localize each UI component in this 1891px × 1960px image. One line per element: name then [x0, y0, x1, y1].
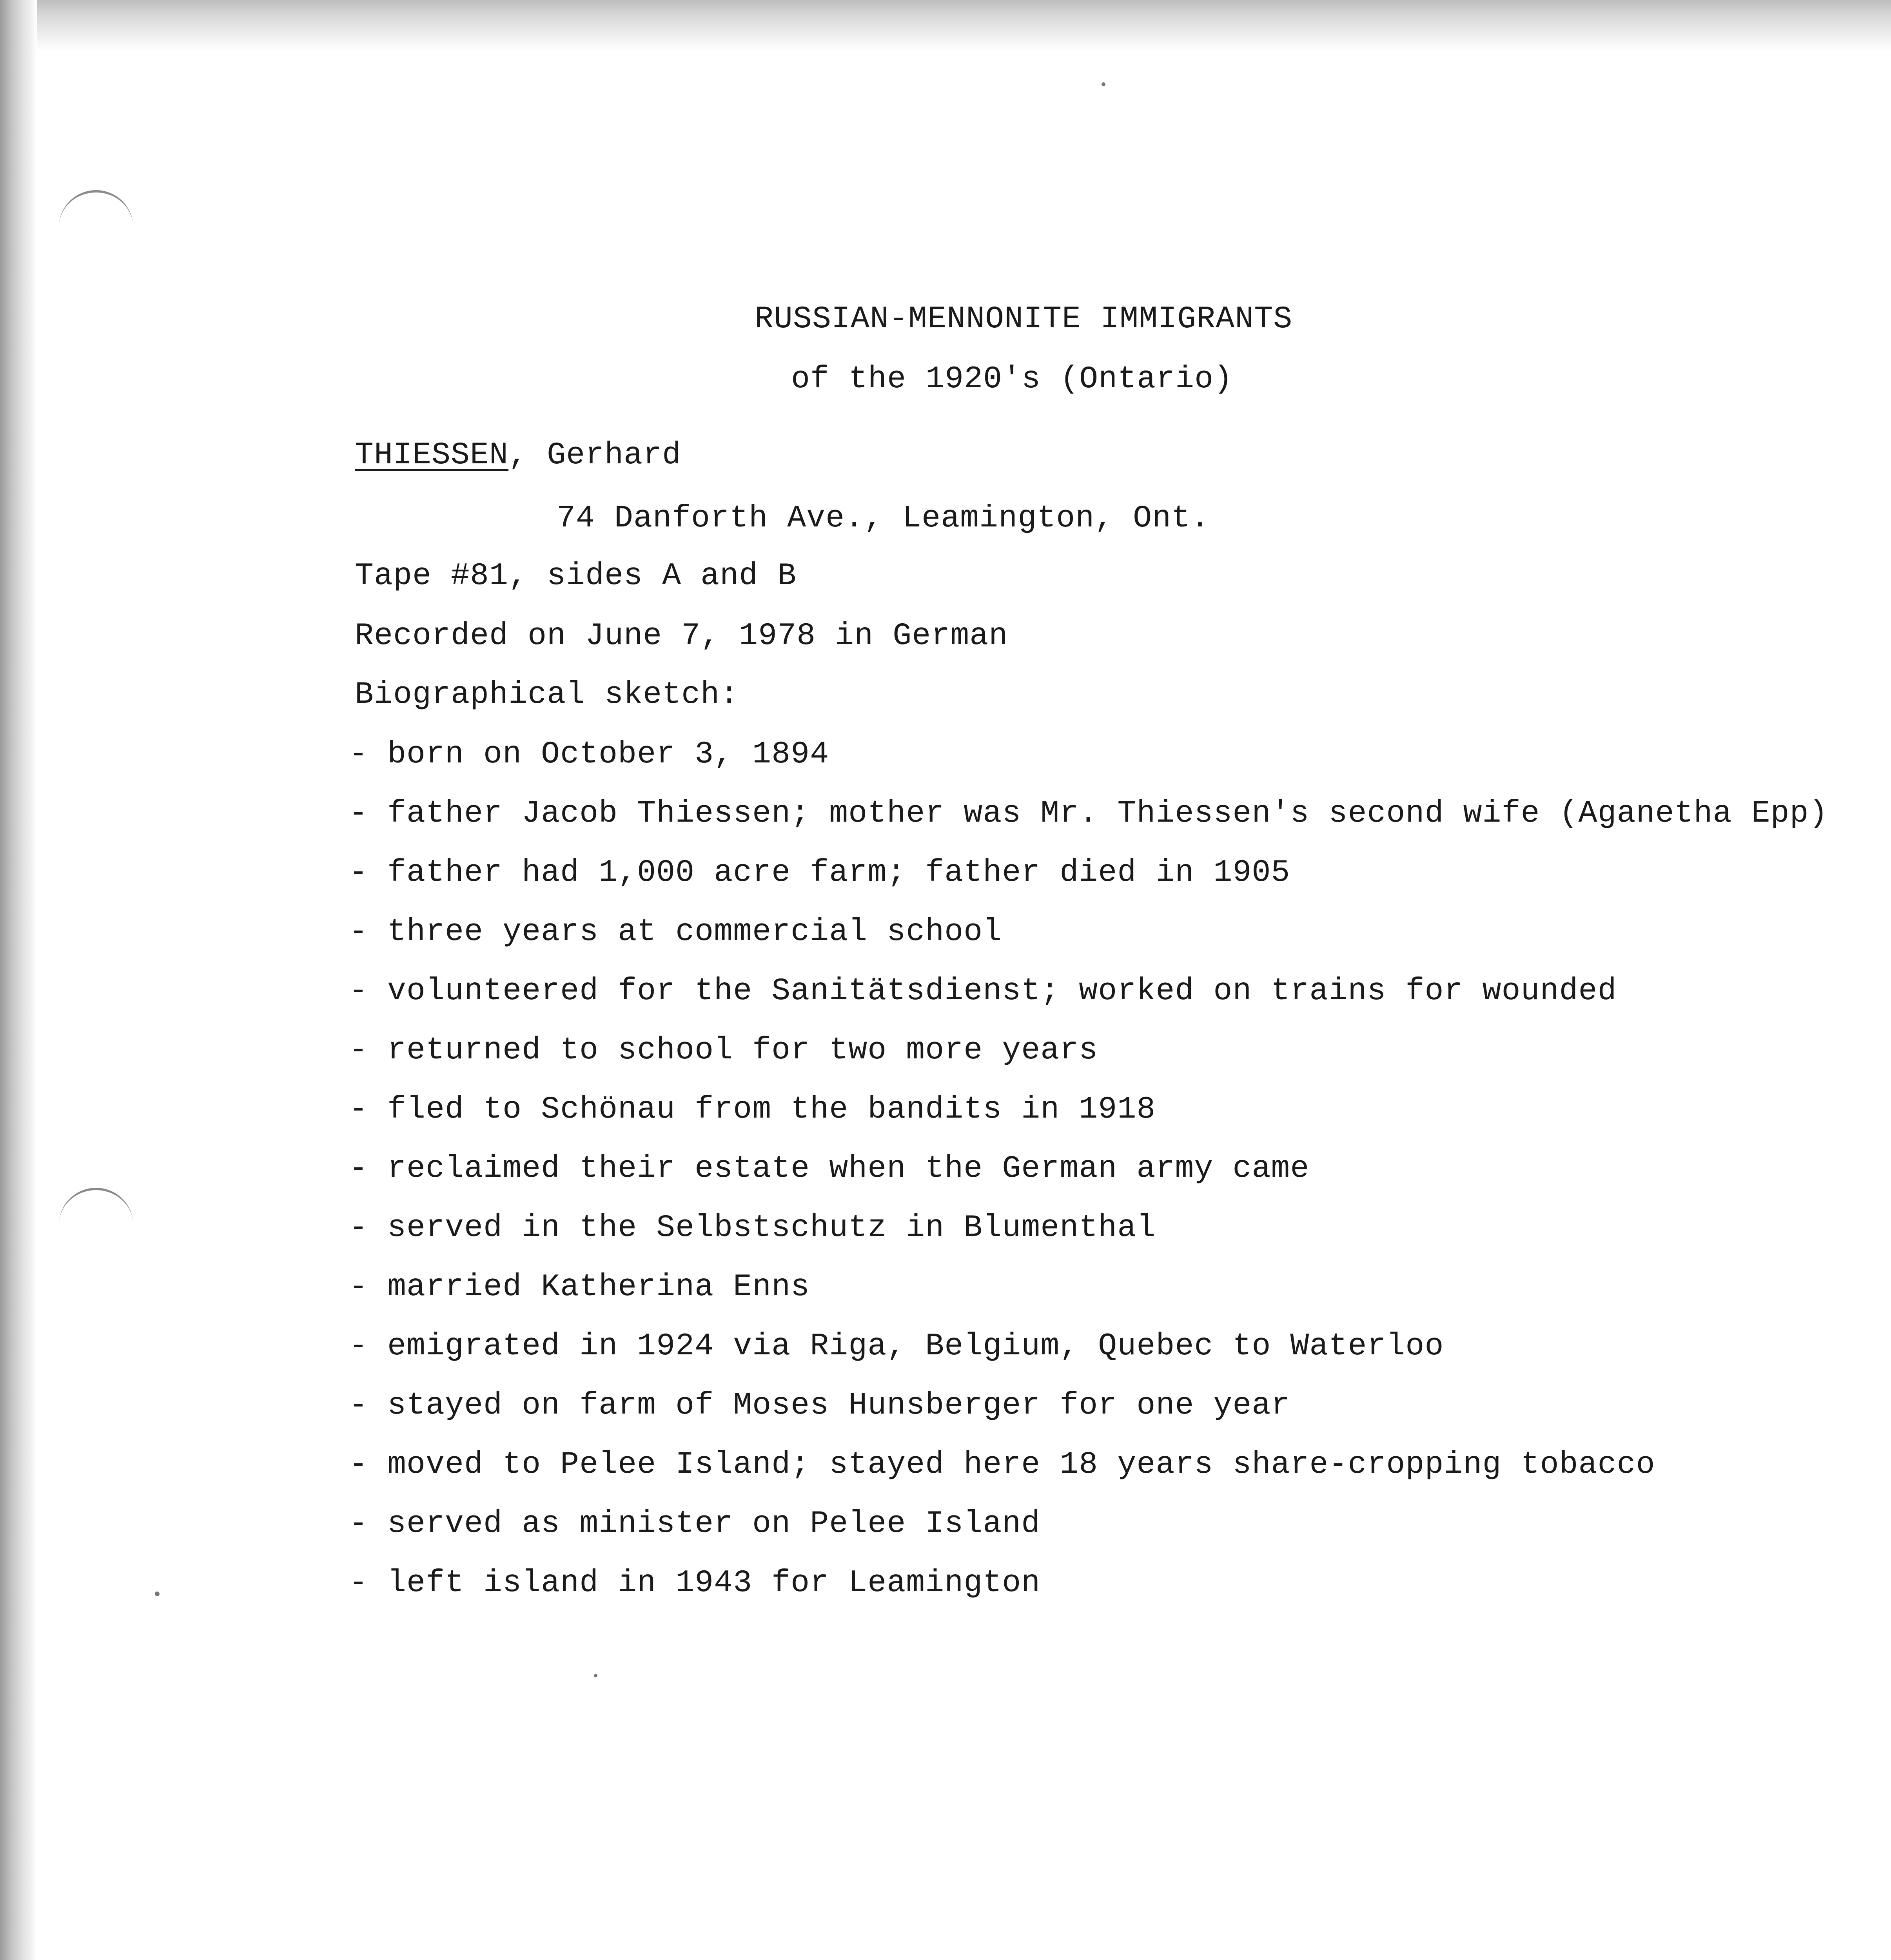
list-item: - returned to school for two more years [349, 1033, 1098, 1068]
list-item: - married Katherina Enns [349, 1269, 810, 1305]
document-subtitle: of the 1920's (Ontario) [791, 361, 1233, 397]
list-item: - emigrated in 1924 via Riga, Belgium, Quebec to Waterloo [349, 1328, 1444, 1364]
document-title: RUSSIAN-MENNONITE IMMIGRANTS [755, 301, 1293, 337]
recording-info: Recorded on June 7, 1978 in German [355, 618, 1008, 654]
subject-name [355, 437, 682, 473]
list-item: - stayed on farm of Moses Hunsberger for one year [349, 1388, 1290, 1423]
subject-given-name: , Gerhard [508, 437, 682, 473]
bio-list [349, 739, 1828, 1627]
bio-heading: Biographical sketch: [355, 677, 739, 713]
subject-address: 74 Danforth Ave., Leamington, Ont. [557, 501, 1210, 536]
list-item: - served as minister on Pelee Island [349, 1506, 1041, 1542]
subject-surname: THIESSEN [355, 437, 509, 473]
list-item: - father had 1,000 acre farm; father died in 1905 [349, 855, 1290, 891]
list-item: - volunteered for the Sanitätsdienst; worked on trains for wounded [349, 973, 1617, 1009]
list-item: - reclaimed their estate when the German army came [349, 1151, 1310, 1187]
list-item: - father Jacob Thiessen; mother was Mr. Thiessen's second wife (Aganetha Epp) [349, 796, 1828, 831]
list-item: - moved to Pelee Island; stayed here 18 years share-cropping tobacco [349, 1447, 1655, 1483]
list-item: - born on October 3, 1894 [349, 737, 829, 772]
list-item: - fled to Schönau from the bandits in 1918 [349, 1092, 1156, 1127]
list-item: - three years at commercial school [349, 914, 1002, 950]
list-item: - left island in 1943 for Leamington [349, 1565, 1041, 1601]
tape-info: Tape #81, sides A and B [355, 558, 797, 594]
list-item: - served in the Selbstschutz in Blumenthal [349, 1210, 1156, 1246]
